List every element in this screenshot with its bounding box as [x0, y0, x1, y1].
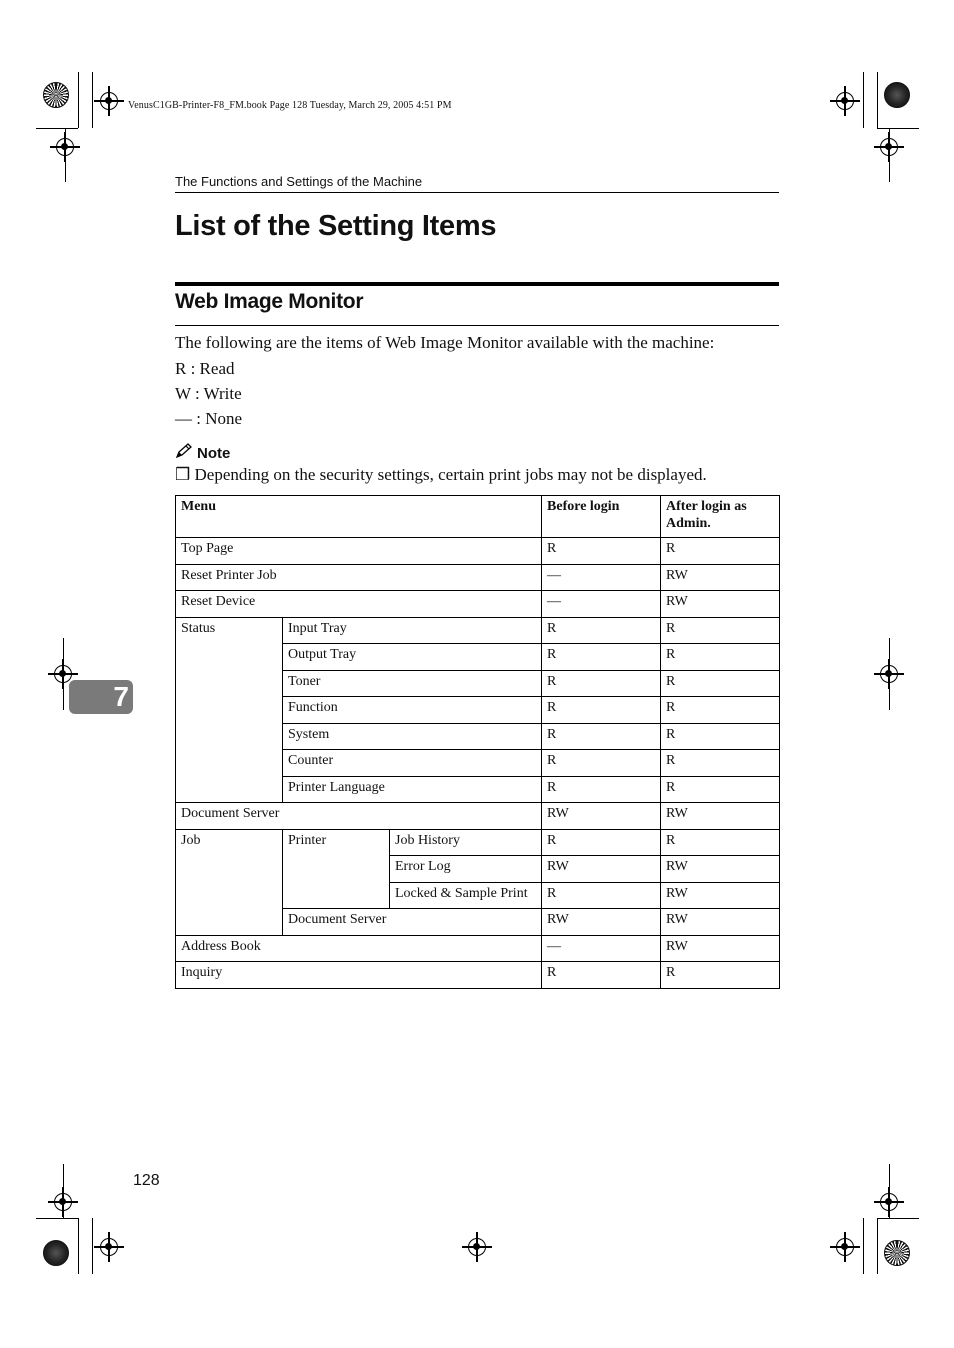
after-login-cell: R — [661, 697, 780, 724]
page-number: 128 — [133, 1172, 160, 1189]
before-login-cell: R — [542, 776, 661, 803]
table-row — [176, 962, 780, 989]
before-login-cell: R — [542, 723, 661, 750]
before-login-cell: RW — [542, 803, 661, 830]
table-row — [176, 829, 780, 856]
after-login-cell: RW — [661, 856, 780, 883]
legend-none: — : None — [175, 409, 243, 428]
before-login-cell: R — [542, 670, 661, 697]
submenu-cell: Counter — [283, 750, 542, 777]
after-login-cell: RW — [661, 591, 780, 618]
note-item — [175, 465, 707, 485]
legend-read: R : Read — [175, 359, 235, 378]
header-menu: Menu — [176, 496, 542, 538]
registration-rosette-icon — [43, 1240, 69, 1266]
before-login-cell: R — [542, 617, 661, 644]
crosshair-target-icon — [836, 92, 854, 110]
after-login-cell: RW — [661, 935, 780, 962]
after-login-cell: R — [661, 750, 780, 777]
before-login-cell: R — [542, 538, 661, 565]
after-login-cell: R — [661, 644, 780, 671]
table-row — [176, 564, 780, 591]
submenu-cell: Output Tray — [283, 644, 542, 671]
menu-cell: Top Page — [176, 538, 542, 565]
after-login-cell: R — [661, 962, 780, 989]
before-login-cell: R — [542, 750, 661, 777]
table-row — [176, 803, 780, 830]
submenu-cell: Function — [283, 697, 542, 724]
submenu-cell: Printer Language — [283, 776, 542, 803]
section-underline — [175, 325, 779, 326]
registration-rosette-icon — [884, 82, 910, 108]
before-login-cell: R — [542, 697, 661, 724]
section-title: Web Image Monitor — [175, 290, 364, 313]
before-login-cell: R — [542, 962, 661, 989]
section-rule — [175, 282, 779, 286]
submenu-cell: Toner — [283, 670, 542, 697]
crosshair-target-icon — [100, 92, 118, 110]
group-cell-printer: Printer — [283, 829, 390, 909]
header-before-login: Before login — [542, 496, 661, 538]
table-row — [176, 617, 780, 644]
menu-cell: Document Server — [176, 803, 542, 830]
submenu-cell: Input Tray — [283, 617, 542, 644]
before-login-cell: R — [542, 882, 661, 909]
menu-cell: Reset Device — [176, 591, 542, 618]
header-after-login: After login as Admin. — [661, 496, 780, 538]
after-login-cell: RW — [661, 564, 780, 591]
item-cell: Locked & Sample Print — [390, 882, 542, 909]
registration-rosette-icon — [884, 1240, 910, 1266]
table-row — [176, 591, 780, 618]
menu-cell: Reset Printer Job — [176, 564, 542, 591]
after-login-cell: RW — [661, 803, 780, 830]
submenu-cell: System — [283, 723, 542, 750]
legend-write: W : Write — [175, 384, 242, 403]
after-login-cell: R — [661, 538, 780, 565]
before-login-cell: RW — [542, 909, 661, 936]
crosshair-target-icon — [836, 1238, 854, 1256]
item-cell: Job History — [390, 829, 542, 856]
after-login-cell: R — [661, 776, 780, 803]
after-login-cell: R — [661, 723, 780, 750]
book-info: VenusC1GB-Printer-F8_FM.book Page 128 Tuesday, March 29, 2005 4:51 PM — [128, 100, 452, 111]
table-row — [176, 935, 780, 962]
menu-cell: Inquiry — [176, 962, 542, 989]
menu-cell: Address Book — [176, 935, 542, 962]
before-login-cell: — — [542, 591, 661, 618]
note-text: Depending on the security settings, certain print jobs may not be displayed. — [194, 465, 707, 484]
after-login-cell: R — [661, 670, 780, 697]
group-cell-job: Job — [176, 829, 283, 935]
header-rule — [175, 192, 779, 193]
checkbox-bullet-icon: ❒ — [175, 465, 191, 484]
note-heading — [175, 443, 230, 463]
before-login-cell: — — [542, 935, 661, 962]
chapter-tab: 7 — [69, 680, 133, 714]
before-login-cell: RW — [542, 856, 661, 883]
crosshair-target-icon — [468, 1238, 486, 1256]
before-login-cell: R — [542, 644, 661, 671]
item-cell: Error Log — [390, 856, 542, 883]
before-login-cell: — — [542, 564, 661, 591]
intro-text: The following are the items of Web Image Monitor available with the machine: — [175, 333, 715, 352]
page-title: List of the Setting Items — [175, 210, 497, 242]
running-head: The Functions and Settings of the Machine — [175, 174, 423, 189]
table-header-row — [176, 496, 780, 538]
settings-table — [175, 495, 780, 989]
table-row — [176, 538, 780, 565]
crosshair-target-icon — [100, 1238, 118, 1256]
after-login-cell: R — [661, 617, 780, 644]
pencil-icon — [175, 443, 193, 463]
after-login-cell: RW — [661, 882, 780, 909]
submenu-cell: Document Server — [283, 909, 542, 936]
after-login-cell: R — [661, 829, 780, 856]
group-cell-status: Status — [176, 617, 283, 803]
before-login-cell: R — [542, 829, 661, 856]
after-login-cell: RW — [661, 909, 780, 936]
registration-rosette-icon — [43, 82, 69, 108]
note-label: Note — [197, 444, 231, 462]
